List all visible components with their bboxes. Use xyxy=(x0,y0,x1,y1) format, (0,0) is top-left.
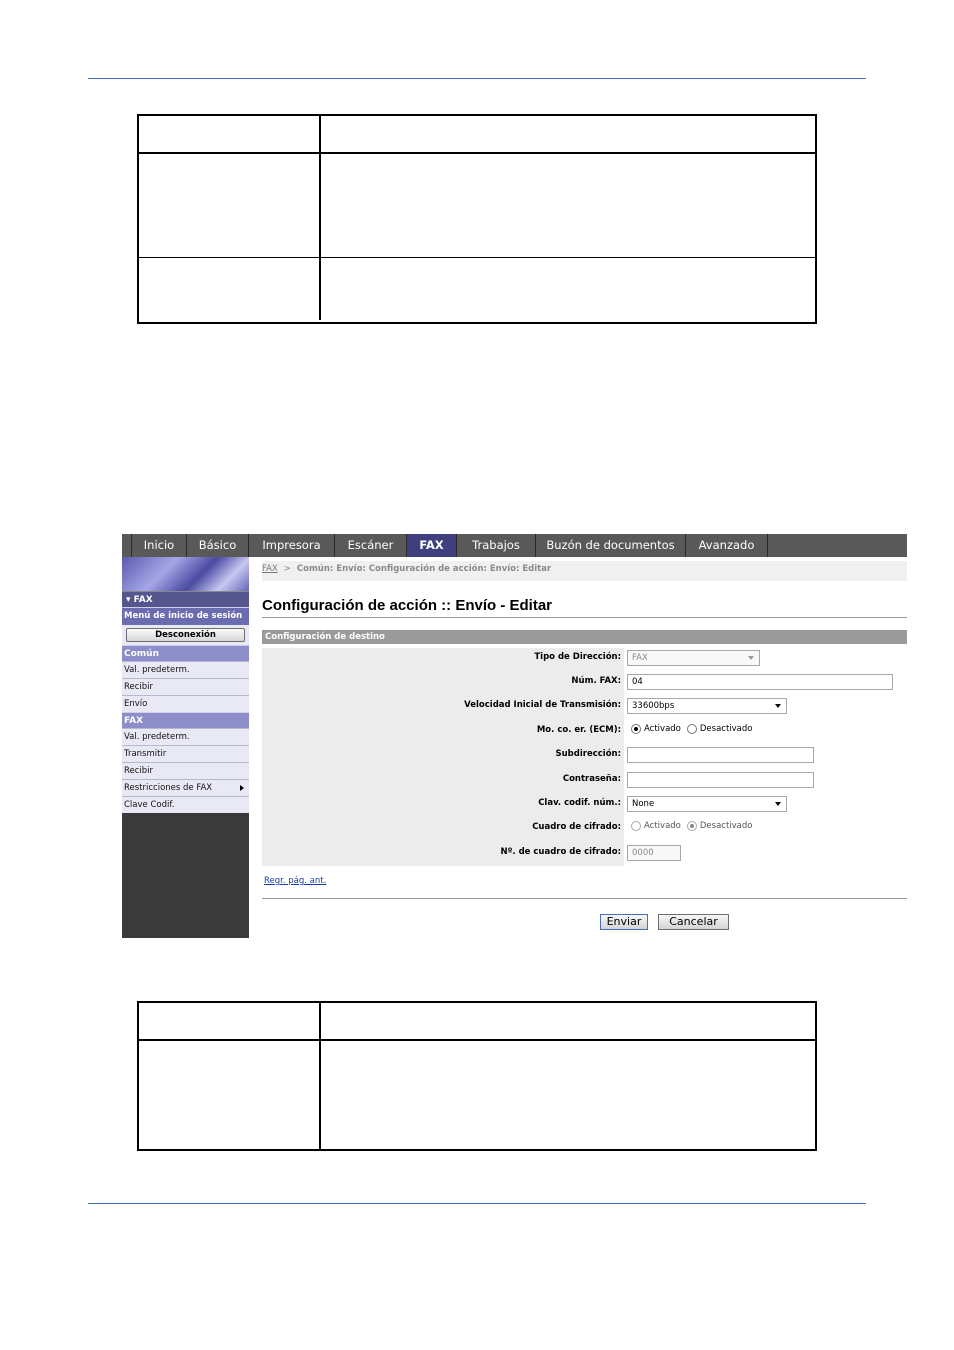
address-type-select: FAX xyxy=(627,650,760,666)
title-divider xyxy=(262,617,907,618)
form-row-address-type xyxy=(262,650,907,668)
encrypt-box-label: Cuadro de cifrado: xyxy=(532,822,621,832)
breadcrumb-root-link[interactable]: FAX xyxy=(262,564,278,574)
sidebar-item-fax-val-predeterm[interactable]: Val. predeterm. xyxy=(122,728,249,745)
tab-inicio[interactable]: Inicio xyxy=(132,534,187,557)
table-row xyxy=(139,1041,815,1149)
ecm-off-radio[interactable] xyxy=(687,724,697,734)
section-header: Configuración de destino xyxy=(262,630,907,644)
encrypt-off-label: Desactivado xyxy=(699,821,753,831)
cancel-button[interactable]: Cancelar xyxy=(658,914,729,930)
breadcrumb-separator: > xyxy=(283,564,291,574)
destination-form xyxy=(262,648,907,866)
footer-rule xyxy=(88,1203,866,1204)
table-row xyxy=(139,154,815,257)
ecm-on-label: Activado xyxy=(644,724,681,734)
form-row-encrypt-box xyxy=(262,820,907,838)
tab-escaner[interactable]: Escáner xyxy=(335,534,407,557)
chevron-down-icon xyxy=(775,802,781,806)
sidebar-group-fax: FAX xyxy=(122,712,249,728)
breadcrumb-path: Común: Envío: Configuración de acción: Envío: Editar xyxy=(296,564,552,574)
chevron-down-icon xyxy=(775,704,781,708)
breadcrumb xyxy=(262,561,907,581)
login-menu-label: Menú de inicio de sesión xyxy=(122,608,249,625)
address-type-label: Tipo de Dirección: xyxy=(534,652,621,662)
encrypt-on-radio xyxy=(631,821,641,831)
sidebar-banner-image xyxy=(122,557,249,592)
chevron-right-icon xyxy=(240,785,244,791)
form-row-password xyxy=(262,772,907,790)
table-header-row xyxy=(139,1003,815,1041)
sidebar-item-comun-val-predeterm[interactable]: Val. predeterm. xyxy=(122,661,249,678)
key-select[interactable]: None xyxy=(627,796,787,812)
sidebar-item-fax-recibir[interactable]: Recibir xyxy=(122,762,249,779)
tab-basico[interactable]: Básico xyxy=(187,534,249,557)
sidebar-item-fax-clave-codif[interactable]: Clave Codif. xyxy=(122,796,249,813)
tab-impresora[interactable]: Impresora xyxy=(249,534,335,557)
encrypt-box-radio-group xyxy=(631,821,759,831)
key-label: Clav. codif. núm.: xyxy=(538,798,621,808)
encrypt-off-radio xyxy=(687,821,697,831)
sidebar-group-comun: Común xyxy=(122,645,249,661)
ecm-label: Mo. co. er. (ECM): xyxy=(536,725,621,735)
empty-table-bottom xyxy=(137,1001,817,1151)
encrypt-on-label: Activado xyxy=(644,821,681,831)
sidebar-item-comun-envio[interactable]: Envío xyxy=(122,695,249,712)
form-row-subaddress xyxy=(262,747,907,765)
logout-button[interactable]: Desconexión xyxy=(126,628,245,642)
tab-buzon-documentos[interactable]: Buzón de documentos xyxy=(536,534,686,557)
tab-avanzado[interactable]: Avanzado xyxy=(686,534,768,557)
form-row-key xyxy=(262,796,907,814)
form-row-ecm xyxy=(262,723,907,741)
form-row-encrypt-box-num xyxy=(262,845,907,863)
subaddress-label: Subdirección: xyxy=(555,749,621,759)
subaddress-input[interactable] xyxy=(627,747,814,763)
screenshot-fax-action-edit xyxy=(122,534,907,938)
table-row xyxy=(139,257,815,320)
password-label: Contraseña: xyxy=(562,774,621,784)
fax-number-label: Núm. FAX: xyxy=(571,676,621,686)
form-row-speed xyxy=(262,698,907,716)
submit-button[interactable]: Enviar xyxy=(600,914,648,930)
tab-fax[interactable]: FAX xyxy=(407,534,457,557)
form-row-fax-number xyxy=(262,674,907,692)
ecm-radio-group xyxy=(631,724,759,734)
footer-divider xyxy=(262,898,907,899)
sidebar-item-comun-recibir[interactable]: Recibir xyxy=(122,678,249,695)
encrypt-box-num-label: Nº. de cuadro de cifrado: xyxy=(500,847,621,857)
sidebar-item-fax-restricciones[interactable]: Restricciones de FAX xyxy=(122,779,249,796)
chevron-down-icon xyxy=(748,656,754,660)
empty-table-top xyxy=(137,114,817,324)
sidebar xyxy=(122,557,249,938)
tab-trabajos[interactable]: Trabajos xyxy=(457,534,536,557)
table-header-row xyxy=(139,116,815,154)
chevron-down-icon: ▾ xyxy=(126,595,134,605)
sidebar-item-fax-transmitir[interactable]: Transmitir xyxy=(122,745,249,762)
header-rule xyxy=(88,78,866,79)
top-nav xyxy=(122,534,907,557)
fax-number-input[interactable]: 04 xyxy=(627,674,893,690)
sidebar-header[interactable]: ▾ FAX xyxy=(122,592,249,608)
main-content xyxy=(262,557,907,938)
speed-label: Velocidad Inicial de Transmisión: xyxy=(464,700,621,710)
ecm-on-radio[interactable] xyxy=(631,724,641,734)
encrypt-box-num-input: 0000 xyxy=(627,845,681,861)
back-link[interactable]: Regr. pág. ant. xyxy=(264,876,327,886)
speed-select[interactable]: 33600bps xyxy=(627,698,787,714)
ecm-off-label: Desactivado xyxy=(699,724,753,734)
password-input[interactable] xyxy=(627,772,814,788)
page-title: Configuración de acción :: Envío - Editar xyxy=(262,597,553,614)
